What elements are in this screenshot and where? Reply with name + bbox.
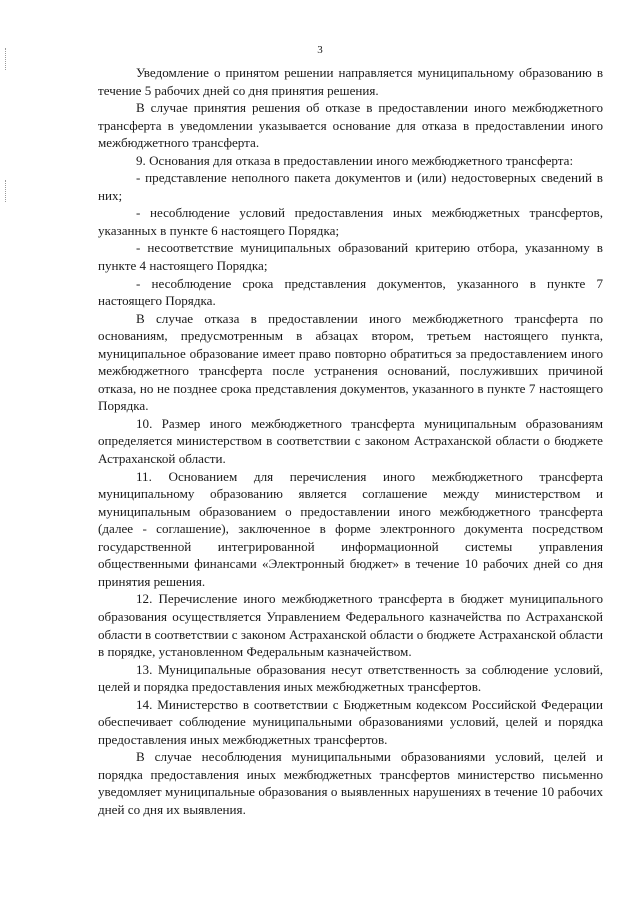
document-body: [98, 64, 603, 819]
page-number: 3: [317, 44, 323, 56]
list-item-incomplete-docs: - представление неполного пакета документов и (или) недостоверных сведений в них;: [98, 170, 603, 203]
paragraph-item-12: 12. Перечисление иного межбюджетного трансферта в бюджет муниципального образования осуществляется Управлением Федерального казначейства по Астраханской области в соответствии с законом Астраханской области о бюджете Астраханской области в порядке, установленном Федеральным казначейством.: [98, 591, 603, 660]
paragraph-item-10: 10. Размер иного межбюджетного трансферта муниципальным образованиям определяется министерством в соответствии с законом Астраханской области о бюджете Астраханской области.: [98, 415, 603, 467]
paragraph-item-9: 9. Основания для отказа в предоставлении иного межбюджетного трансферта:: [136, 152, 574, 168]
paragraph-refusal-notice: В случае принятия решения об отказе в предоставлении иного межбюджетного трансферта в уведомлении указывается основание для отказа в предоставлении иного межбюджетного трансферта.: [98, 100, 603, 151]
list-item-conditions: - несоблюдение условий предоставления иных межбюджетных трансфертов, указанных в пункте 6 настоящего Порядка;: [98, 205, 603, 238]
paragraph-item-13: 13. Муниципальные образования несут ответственность за соблюдение условий, целей и порядка предоставления иных межбюджетных трансфертов.: [98, 661, 603, 695]
paragraph-notification: Уведомление о принятом решении направляется муниципальному образованию в течение 5 рабочих дней со дня принятия решения.: [98, 65, 603, 98]
paragraph-reapply: В случае отказа в предоставлении иного межбюджетного трансферта по основаниям, предусмотренным в абзацах втором, третьем настоящего пункта, муниципальное образование имеет право повторно обратиться за предоставлением иного межбюджетного трансферта после устранения оснований, послуживших причиной отказа, но не позднее срока представления документов, указанного в пункте 7 настоящего Порядка.: [98, 310, 603, 414]
paragraph-violation-notice: В случае несоблюдения муниципальными образованиями условий, целей и порядка предоставления иных межбюджетных трансфертов министерство письменно уведомляет муниципальные образования о выявленных нарушениях в течение 10 рабочих дней со дня их выявления.: [98, 749, 603, 817]
paragraph-item-14: 14. Министерство в соответствии с Бюджетным кодексом Российской Федерации обеспечивает соблюдение муниципальными образованиями условий, целей и порядка предоставления иных межбюджетных трансфертов.: [98, 696, 603, 747]
list-item-deadline: - несоблюдение срока представления документов, указанного в пункте 7 настоящего Порядка.: [98, 275, 603, 309]
list-item-criterion: - несоответствие муниципальных образований критерию отбора, указанному в пункте 4 настоящего Порядка;: [98, 240, 603, 274]
binding-mark-top: [5, 48, 7, 70]
binding-mark-middle: [5, 180, 7, 202]
paragraph-item-11: 11. Основанием для перечисления иного межбюджетного трансферта муниципальному образованию является соглашение между министерством и муниципальным образованием о предоставлении иного межбюджетного трансферта (далее - соглашение), заключенное в форме электронного документа посредством государственной интегрированной информационной системы управления общественными финансами «Электронный бюджет» в течение 10 рабочих дней со дня принятия решения.: [98, 468, 603, 589]
